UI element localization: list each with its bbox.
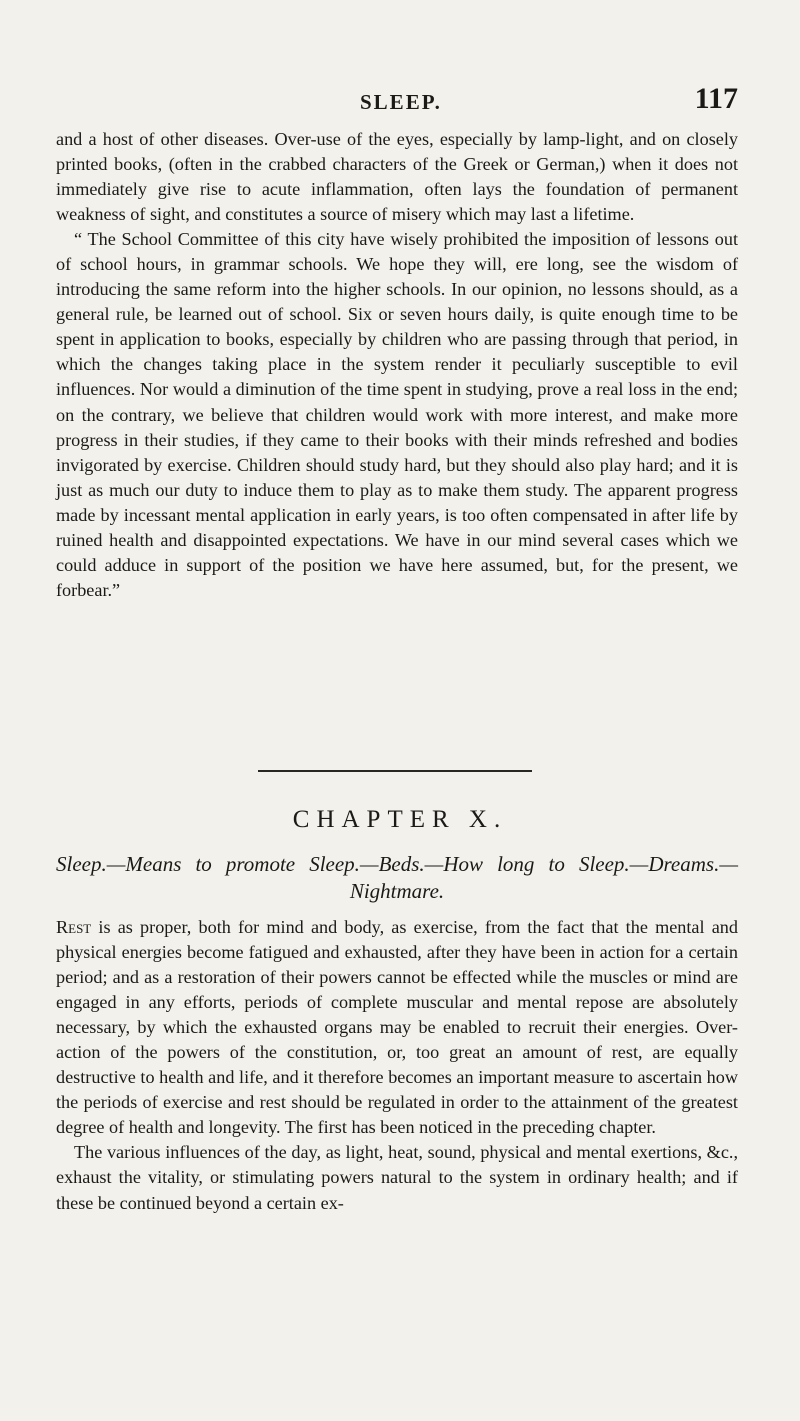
chapter-title: CHAPTER X. — [292, 806, 508, 833]
paragraph: “ The School Committee of this city have wisely prohibited the imposition of lessons out of school hours, in grammar schools. We hope they will, ere long, see the wisdom of introducing the same reform into the higher schools. In our opinion, no lessons should, as a general rule, be learned out of school. Six or seven hours daily, is quite enough time to be spent in application to books, especially by children who are passing through that period, in which the changes taking place in the system render it peculiarly susceptible to evil influences. Nor would a diminution of the time spent in studying, prove a real loss in the end; on the contrary, we believe that children would work with more interest, and make more progress in their studies, if they came to their books with their minds refreshed and bodies invigorated by exercise. Children should study hard, but they should also play hard; and it is just as much our duty to induce them to play as to make them study. The apparent progress made by incessant mental application in early years, is too often compensated in after life by ruined health and disappointed expectations. We have in our mind several cases which we could adduce in support of the position we have here assumed, but, for the present, we forbear.” — [56, 229, 738, 600]
paragraph: and a host of other diseases. Over-use of the eyes, especially by lamp-light, and on closely printed books, (often in the crabbed characters of the Greek or German,) when it does not immediately give rise to acute inflammation, often lays the foundation of permanent weakness of sight, and constitutes a source of misery which may last a lifetime. — [56, 129, 738, 225]
continued-text — [56, 127, 738, 603]
paragraph-body: is as proper, both for mind and body, as exercise, from the fact that the mental and physical energies become fatigued and exhausted, after they have been in action for a certain period; and as a restoration of their powers cannot be effected while the muscles or mind are engaged in any efforts, periods of complete muscular and mental repose are absolutely necessary, by which the exhausted organs may be enabled to recruit their energies. Over-action of the powers of the constitution, or, too great an amount of rest, are equally destructive to health and life, and it therefore becomes an important measure to ascertain how the periods of exercise and rest should be regulated in order to the attainment of the greatest degree of health and longevity. The first has been noticed in the preceding chapter. — [56, 917, 738, 1138]
chapter-summary: Sleep.—Means to promote Sleep.—Beds.—How long to Sleep.—Dreams.—Nightmare. — [56, 852, 738, 903]
lead-word: Rest — [56, 917, 92, 937]
paragraph: The various influences of the day, as light, heat, sound, physical and mental exertions, &c., exhaust the vitality, or stimulating powers natural to the system in ordinary health; and if these be continued beyond a certain ex- — [56, 1142, 738, 1213]
page-number: 117 — [694, 82, 738, 115]
running-head — [120, 82, 738, 122]
chapter-divider — [258, 770, 532, 772]
paragraph — [56, 915, 738, 1140]
chapter-text — [56, 915, 738, 1216]
running-title: SLEEP. — [360, 90, 442, 114]
